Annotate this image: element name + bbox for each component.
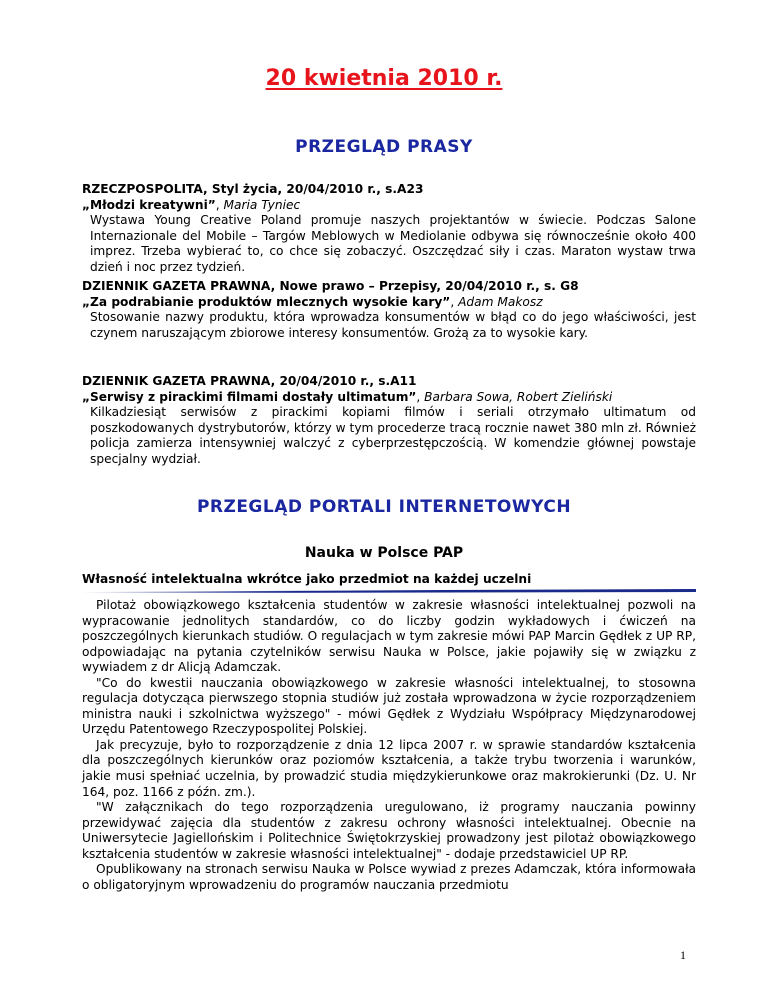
portals-section-title: PRZEGLĄD PORTALI INTERNETOWYCH	[196, 497, 572, 517]
press-summary: Kilkadziesiąt serwisów z pirackimi kopiami filmów i seriali otrzymało ultimatum od poszkodowanych dystrybutorów, którzy w tym procederze tracą rocznie nawet 380 mln zł. Również policja zamierza intensywniej walczyć z cyberprzestępczością. W komendzie głównej powstaje specjalny wydział.	[90, 405, 696, 466]
article-paragraph: Jak precyzuje, było to rozporządzenie z dnia 12 lipca 2007 r. w sprawie standardów kształcenia dla poszczególnych kierunków oraz poziomów kształcenia, a także trybu tworzenia i warunków, jakie musi spełniać uczelnia, by prowadzić studia międzykierunkowe oraz makrokierunki (Dz. U. Nr 164, poz. 1166 z późn. zm.).	[82, 737, 696, 799]
press-summary: Wystawa Young Creative Poland promuje naszych projektantów w świecie. Podczas Salone Internazionale del Mobile – Targów Meblowych w Mediolanie odbywa się równocześnie około 400 imprez. Trzeba wybierać to, co chce się zobaczyć. Oszczędzać siły i czas. Maraton wystaw trwa dzień i noc przez tydzień.	[90, 213, 696, 274]
press-item	[82, 279, 696, 341]
press-summary: Stosowanie nazwy produktu, która wprowadza konsumentów w błąd co do jego właściwości, jest czynem naruszającym zbiorowe interesy konsumentów. Grożą za to wysokie kary.	[90, 310, 696, 340]
article-paragraph: Pilotaż obowiązkowego kształcenia studentów w zakresie własności intelektualnej pozwoli na wypracowanie jednolitych standardów, co do liczby godzin wykładowych i ćwiczeń na poszczególnych kierunkach studiów. O regulacjach w tym zakresie mówi PAP Marcin Gędłek z UP RP, odpowiadając na pytania czytelników serwisu Nauka w Polsce, jakie pojawiły się w związku z wywiadem z dr Alicją Adamczak.	[82, 598, 696, 675]
article-paragraph: "W załącznikach do tego rozporządzenia uregulowano, iż programy nauczania powinny przewidywać zajęcia dla studentów z zakresu ochrony własności intelektualnej. Obecnie na Uniwersytecie Jagiellońskim i Politechnice Świętokrzyskiej prowadzony jest pilotaż obowiązkowego kształcenia studentów w zakresie własności intelektualnej" - dodaje przedstawiciel UP RP.	[82, 800, 696, 861]
press-headline-line: „Za podrabianie produktów mlecznych wysokie kary”, Adam Makosz	[82, 294, 543, 309]
press-item	[82, 182, 696, 276]
press-author: Barbara Sowa, Robert Zieliński	[424, 389, 613, 404]
press-headline: „Serwisy z pirackimi filmami dostały ultimatum”	[82, 389, 417, 404]
article-title: Własność intelektualna wkrótce jako przedmiot na każdej uczelni	[82, 572, 532, 586]
press-headline: „Za podrabianie produktów mlecznych wysokie kary”	[82, 294, 451, 309]
press-author: Adam Makosz	[458, 294, 543, 309]
press-headline-line: „Młodzi kreatywni”, Maria Tyniec	[82, 197, 301, 212]
page-number: 1	[680, 948, 686, 962]
article-paragraph: "Co do kwestii nauczania obowiązkowego w zakresie własności intelektualnej, to stosowna regulacja dotycząca pierwszego stopnia studiów już została wprowadzona w życie rozporządzeniem ministra nauki i szkolnictwa wyższego" - mówi Gędłek z Wydziału Współpracy Międzynarodowej Urzędu Patentowego Rzeczypospolitej Polskiej.	[82, 675, 696, 737]
press-author: Maria Tyniec	[223, 197, 301, 212]
title-underline-rule	[82, 589, 696, 593]
press-headline: „Młodzi kreatywni”	[82, 197, 216, 212]
article-paragraph: Opublikowany na stronach serwisu Nauka w Polsce wywiad z prezes Adamczak, która informowała o obligatoryjnym wprowadzeniu do programów nauczania przedmiotu	[82, 862, 697, 892]
date-title: 20 kwietnia 2010 r.	[265, 66, 503, 91]
portal-name: Nauka w Polsce PAP	[304, 545, 464, 561]
press-section-title: PRZEGLĄD PRASY	[295, 137, 473, 157]
press-headline-line: „Serwisy z pirackimi filmami dostały ultimatum”, Barbara Sowa, Robert Zieliński	[82, 389, 613, 404]
press-source: RZECZPOSPOLITA, Styl życia, 20/04/2010 r., s.A23	[82, 182, 424, 196]
article-body	[82, 598, 696, 893]
press-item	[82, 374, 696, 468]
press-source: DZIENNIK GAZETA PRAWNA, 20/04/2010 r., s.A11	[82, 374, 417, 388]
press-source: DZIENNIK GAZETA PRAWNA, Nowe prawo – Przepisy, 20/04/2010 r., s. G8	[82, 279, 579, 293]
